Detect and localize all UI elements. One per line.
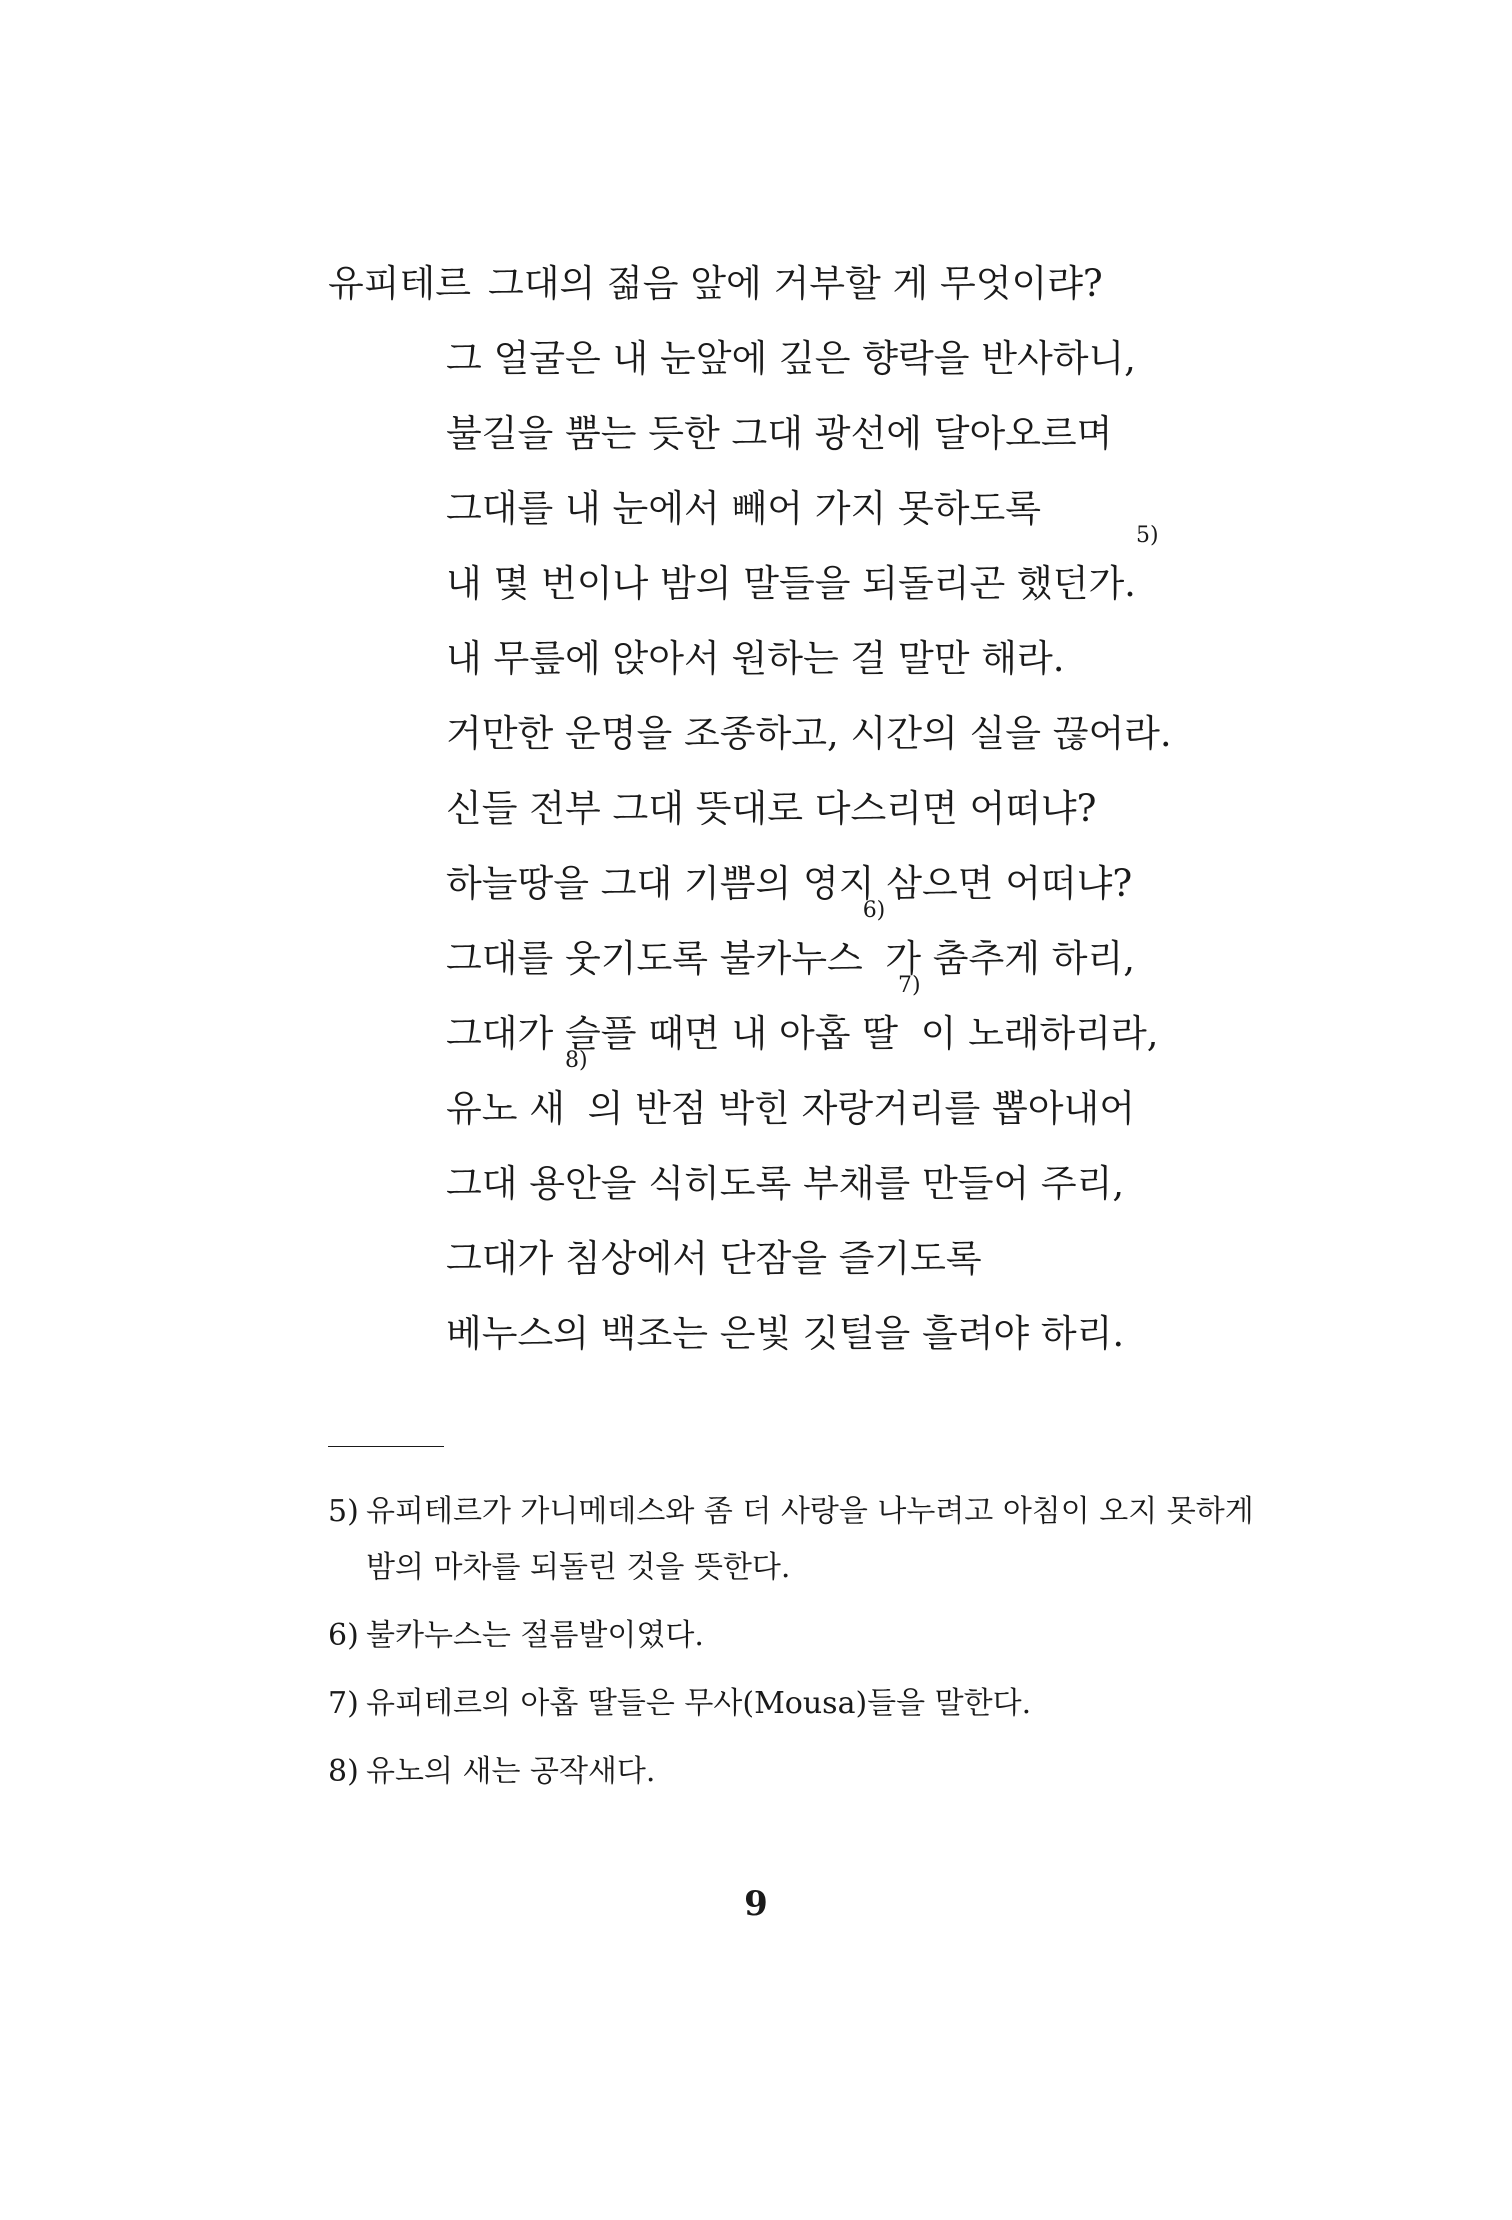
- verse-line: [328, 696, 1328, 771]
- verse-line: [328, 471, 1328, 546]
- footnote-text: 불카누스는 절름발이였다.: [366, 1618, 704, 1653]
- verse-line: [328, 898, 1328, 996]
- verse-line-text: 그대를 웃기도록 불카누스: [446, 937, 863, 980]
- footnote-number: 6): [328, 1618, 359, 1653]
- verse-line: [328, 321, 1328, 396]
- footnote: [328, 1608, 1278, 1664]
- verse-line: [328, 1048, 1328, 1146]
- footnote-number: 5): [328, 1494, 359, 1529]
- verse-line-text: 그대 용안을 식히도록 부채를 만들어 주리,: [446, 1162, 1125, 1205]
- footnotes: [328, 1484, 1278, 1812]
- verse-line: [328, 973, 1328, 1071]
- verse-line: [328, 1296, 1328, 1371]
- footnote: [328, 1484, 1278, 1596]
- speaker-name: 유피테르: [328, 262, 471, 305]
- verse-line-text: 그대가 침상에서 단잠을 즐기도록: [446, 1237, 982, 1280]
- verse-line-text: 유노 새: [446, 1087, 565, 1130]
- verse-line-text: 하늘땅을 그대 기쁨의 영지 삼으면 어떠냐?: [446, 862, 1133, 905]
- verse-line: [328, 1221, 1328, 1296]
- footnote-marker: 5): [1135, 523, 1159, 548]
- verse-line: [328, 771, 1328, 846]
- verse-line-text: 가 춤추게 하리,: [885, 937, 1136, 980]
- verse-line-text: 불길을 뿜는 듯한 그대 광선에 달아오르며: [446, 412, 1113, 455]
- footnote-marker: 8): [565, 1048, 588, 1073]
- verse-line: [328, 246, 1328, 321]
- verse-line: [328, 621, 1328, 696]
- verse-line-text: 이 노래하리라,: [920, 1012, 1159, 1055]
- footnote-marker: 7): [897, 973, 921, 998]
- verse-block: [328, 246, 1328, 1371]
- footnote-text: 유피테르가 가니메데스와 좀 더 사랑을 나누려고 아침이 오지 못하게 밤의 마차를 되돌린 것을 뜻한다.: [366, 1494, 1254, 1585]
- page-number: 9: [744, 1884, 768, 1924]
- verse-line: [328, 1146, 1328, 1221]
- footnote-text: 유노의 새는 공작새다.: [366, 1754, 656, 1789]
- verse-line-text: 거만한 운명을 조종하고, 시간의 실을 끊어라.: [446, 712, 1172, 755]
- footnote: [328, 1676, 1278, 1732]
- verse-line: [328, 846, 1328, 921]
- footnote-divider: [328, 1446, 444, 1447]
- footnote-text: 유피테르의 아홉 딸들은 무사(Mousa)들을 말한다.: [366, 1686, 1032, 1721]
- verse-line-text: 그대를 내 눈에서 빼어 가지 못하도록: [446, 487, 1041, 530]
- footnote-number: 7): [328, 1686, 359, 1721]
- verse-line-text: 내 몇 번이나 밤의 말들을 되돌리곤 했던가.: [446, 562, 1136, 605]
- verse-line: [328, 396, 1328, 471]
- verse-line-text: 의 반점 박힌 자랑거리를 뽑아내어: [587, 1087, 1136, 1130]
- footnote-marker: 6): [862, 898, 886, 923]
- verse-line-text: 내 무릎에 앉아서 원하는 걸 말만 해라.: [446, 637, 1065, 680]
- footnote: [328, 1744, 1278, 1800]
- verse-line-text: 그 얼굴은 내 눈앞에 깊은 향락을 반사하니,: [446, 337, 1136, 380]
- verse-line-text: 그대의 젊음 앞에 거부할 게 무엇이랴?: [488, 262, 1103, 305]
- verse-line: [328, 523, 1328, 621]
- verse-line-text: 신들 전부 그대 뜻대로 다스리면 어떠냐?: [446, 787, 1097, 830]
- verse-line-text: 베누스의 백조는 은빛 깃털을 흘려야 하리.: [446, 1312, 1125, 1355]
- footnote-number: 8): [328, 1754, 359, 1789]
- verse-line-text: 그대가 슬플 때면 내 아홉 딸: [446, 1012, 898, 1055]
